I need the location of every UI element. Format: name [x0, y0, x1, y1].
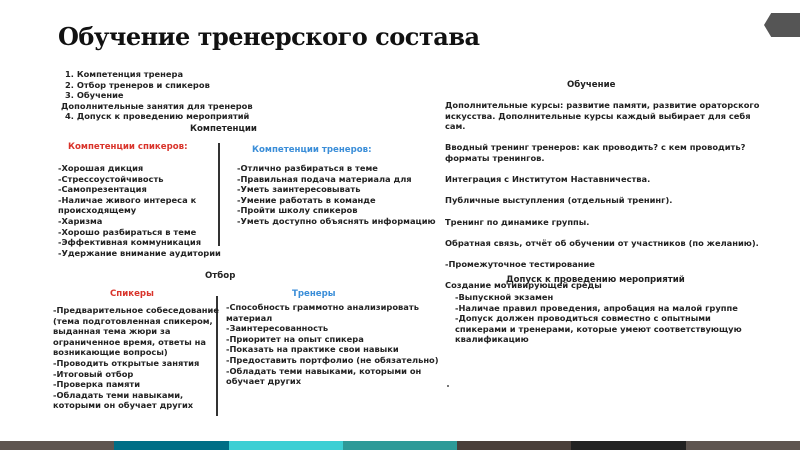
speaker-competencies-list — [58, 163, 221, 258]
paragraph: Публичные выступления (отдельный тренинг). — [445, 195, 673, 206]
training-paragraphs — [445, 100, 760, 301]
list-item: -Выпускной экзамен — [455, 292, 554, 302]
list-item: возникающие вопросы) — [53, 347, 168, 358]
list-item: квалификацию — [455, 334, 529, 345]
list-item: выданная тема жюри за — [53, 326, 171, 337]
speaker-selection-list — [53, 305, 219, 411]
selection-heading: Отбор — [205, 271, 236, 281]
competencies-heading: Компетенции — [190, 124, 257, 134]
list-item: -Самопрезентация — [58, 184, 147, 195]
paragraph: Создание мотивирующей среды — [445, 280, 602, 291]
trainer-competencies-list — [237, 163, 436, 227]
list-item: -Проводить открытые занятия — [53, 357, 200, 368]
list-item: -Предварительное собеседование — [53, 305, 219, 315]
list-item: обучает других — [226, 376, 302, 387]
bar-segment — [571, 441, 685, 450]
list-item: -Наличае живого интереса к — [58, 194, 197, 205]
list-item: -Обладать теми навыками, которыми он — [226, 365, 422, 376]
paragraph: Обратная связь, отчёт об обучении от участников (по желанию). — [445, 237, 759, 248]
nav-tab-arrow — [764, 13, 800, 37]
list-item: происходящему — [58, 205, 137, 216]
list-item: -Харизма — [58, 215, 103, 226]
list-item: -Показать на практике свои навыки — [226, 344, 399, 355]
list-item: -Предоставить портфолио (не обязательно) — [226, 354, 439, 365]
outline-item: 1. Компетенция тренера — [65, 69, 184, 79]
bar-segment — [343, 441, 457, 450]
list-item: -Уметь доступно объяснять информацию — [237, 215, 436, 226]
paragraph: Тренинг по динамике группы. — [445, 216, 590, 227]
list-item: -Правильная подача материала для — [237, 173, 412, 184]
speaker-competencies-heading: Компетенции спикеров: — [68, 142, 188, 152]
list-item: -Пройти школу спикеров — [237, 205, 358, 216]
list-item: -Хорошо разбираться в теме — [58, 226, 197, 237]
outline-item: 4. Допуск к проведению мероприятий — [65, 111, 250, 122]
list-item: -Итоговый отбор — [53, 368, 134, 379]
outline-item: 2. Отбор тренеров и спикеров — [65, 79, 210, 90]
list-item: ограниченное время, ответы на — [53, 336, 207, 347]
paragraph: -Промежуточное тестирование — [445, 258, 595, 269]
paragraph: Дополнительные курсы: развитие памяти, развитие ораторского искусства. Дополнительные курсы каждый выбирает для себя сам. — [445, 100, 760, 132]
speaker-selection-heading: Спикеры — [110, 289, 154, 299]
list-item: -Стрессоустойчивость — [58, 173, 164, 184]
list-item: которыми он обучает других — [53, 400, 194, 411]
training-heading: Обучение — [567, 80, 616, 90]
list-item: (тема подготовленная спикером, — [53, 315, 213, 326]
bar-segment — [457, 441, 571, 450]
list-item: -Допуск должен проводиться совместно с опытными — [455, 313, 711, 324]
list-item: -Наличае правил проведения, апробация на малой группе — [455, 302, 738, 313]
trainer-competencies-heading: Компетенции тренеров: — [252, 145, 372, 155]
list-item: материал — [226, 312, 273, 323]
list-item: -Хорошая дикция — [58, 163, 144, 173]
bar-segment — [229, 441, 343, 450]
stray-dot — [447, 385, 449, 387]
bar-segment — [114, 441, 228, 450]
outline-list — [61, 69, 253, 122]
paragraph: Интеграция с Институтом Наставничества. — [445, 174, 651, 185]
trainer-selection-heading: Тренеры — [292, 289, 336, 299]
footer-color-bar — [0, 441, 800, 450]
list-item: -Обладать теми навыками, — [53, 389, 184, 400]
bar-segment — [686, 441, 800, 450]
list-item: -Заинтересованность — [226, 323, 329, 334]
list-item: -Умение работать в команде — [237, 194, 376, 205]
list-item: -Эффективная коммуникация — [58, 237, 202, 248]
list-item: -Отлично разбираться в теме — [237, 163, 378, 173]
list-item: -Проверка памяти — [53, 379, 141, 390]
list-item: -Уметь заинтересовывать — [237, 184, 361, 195]
list-item: -Способность граммотно анализировать — [226, 302, 419, 312]
list-item: -Приоритет на опыт спикера — [226, 333, 364, 344]
admission-heading: Допуск к проведению мероприятий — [506, 275, 685, 285]
admission-list — [455, 292, 742, 345]
outline-item: 3. Обучение — [65, 90, 124, 101]
list-item: -Удержание внимание аудитории — [58, 247, 221, 258]
list-item: спикерами и тренерами, которые умеют соответствующую — [455, 323, 742, 334]
outline-item: Дополнительные занятия для тренеров — [61, 100, 253, 111]
bar-segment — [0, 441, 114, 450]
paragraph: Вводный тренинг тренеров: как проводить? с кем проводить? форматы тренингов. — [445, 142, 746, 163]
slide-title: Обучение тренерского состава — [58, 22, 480, 51]
trainer-selection-list — [226, 302, 439, 387]
